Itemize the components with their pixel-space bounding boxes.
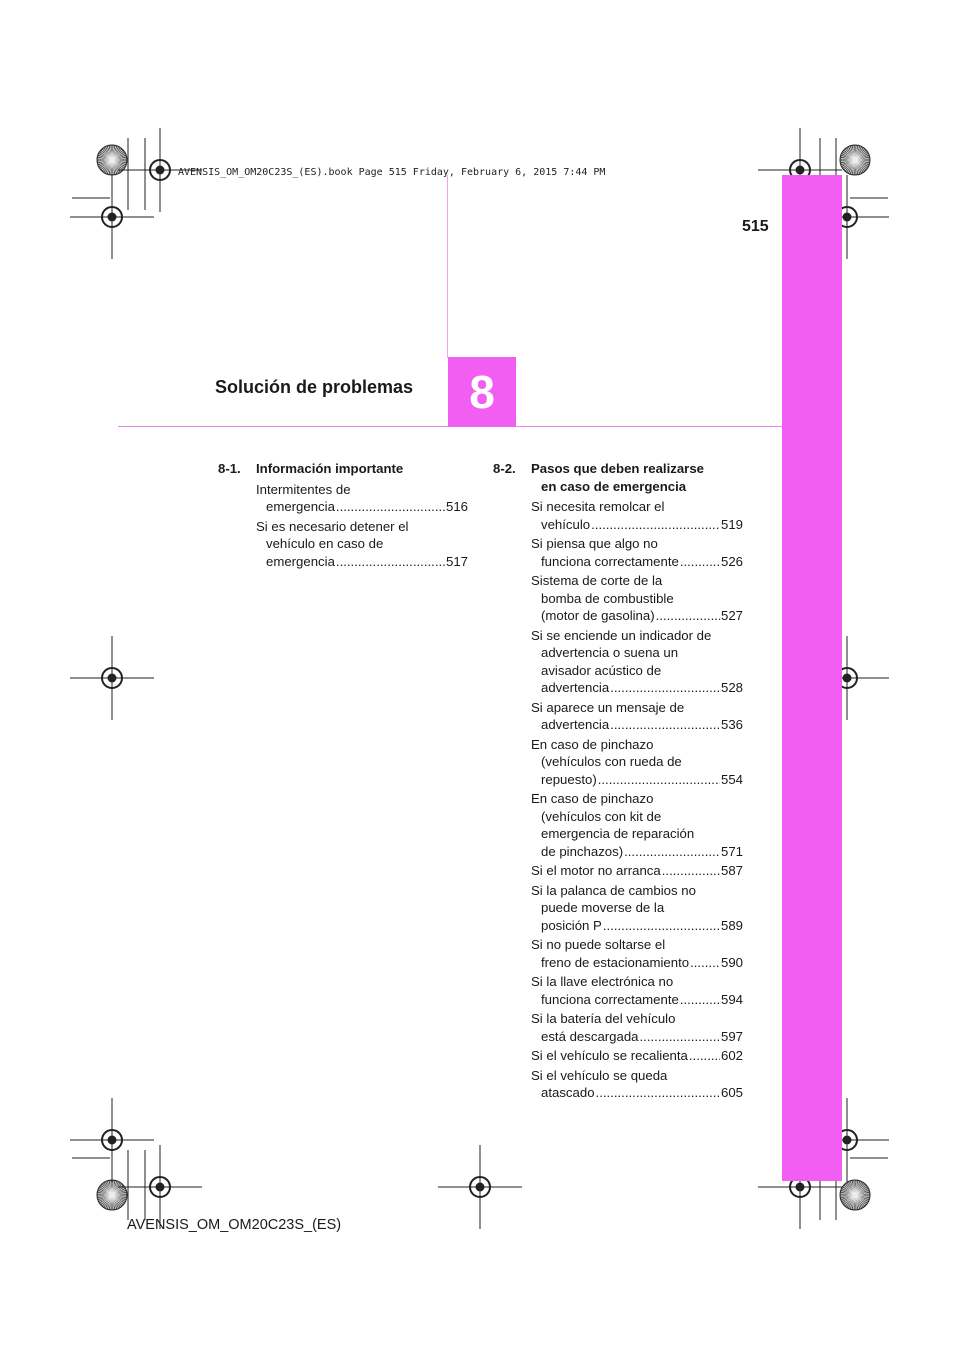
registration-target-center (108, 213, 117, 222)
toc-leader-dots (596, 1084, 720, 1102)
toc-entry-last-line (531, 607, 743, 625)
toc-entry-page: 594 (720, 991, 743, 1007)
registration-target-center (796, 1183, 805, 1192)
toc-entry-line: Si la batería del vehículo (531, 1011, 676, 1026)
toc-entry[interactable] (531, 535, 743, 570)
toc-section-heading (218, 460, 468, 478)
toc-entry[interactable] (256, 481, 468, 516)
toc-entry[interactable] (531, 936, 743, 971)
toc-entry[interactable] (531, 882, 743, 935)
registration-target-center (843, 213, 852, 222)
toc-entry-page: 571 (720, 843, 743, 859)
toc-entry-last-line (531, 553, 743, 571)
toc-leader-dots (610, 716, 720, 734)
toc-entry-line: advertencia o suena un (541, 645, 679, 660)
toc-leader-dots (624, 843, 720, 861)
toc-leader-dots (640, 1028, 720, 1046)
toc-section-title (531, 460, 743, 495)
toc-leader-dots (662, 862, 720, 880)
toc-entry-line: En caso de pinchazo (531, 736, 654, 752)
toc-entry-text: está descargada (541, 1028, 639, 1044)
toc-leader-dots (690, 954, 720, 972)
toc-entry-page: 528 (720, 680, 743, 695)
footer-code: AVENSIS_OM_OM20C23S_(ES) (127, 1217, 342, 1233)
toc-entry-line: Si es necesario detener el (256, 518, 409, 534)
chapter-title: Solución de problemas (215, 377, 414, 397)
toc-leader-dots (336, 553, 445, 571)
toc-entry[interactable] (531, 736, 743, 789)
toc-entry-last-line (531, 862, 743, 880)
toc-entry-page: 605 (720, 1085, 743, 1100)
toc-column-left (218, 460, 468, 572)
toc-entry-last-line (531, 1084, 743, 1102)
toc-entry-page: 516 (445, 499, 468, 514)
toc-entry[interactable] (531, 1067, 743, 1102)
toc-entry-text: de pinchazos) (541, 843, 624, 859)
toc-entry-line: bomba de combustible (541, 590, 674, 606)
toc-entry-last-line (256, 498, 468, 516)
toc-entry-text: atascado (541, 1085, 595, 1100)
toc-entry-line: Si se enciende un indicador de (531, 627, 712, 643)
toc-leader-dots (680, 991, 720, 1009)
toc-entry[interactable] (531, 862, 743, 880)
chapter-number-box: 8 (448, 357, 516, 427)
toc-leader-dots (610, 679, 720, 697)
toc-entry-line: Si la llave electrónica no (531, 974, 674, 989)
toc-entry-line: Si la palanca de cambios no (531, 882, 696, 898)
toc-entry-last-line (531, 1028, 743, 1046)
toc-entry-text: funciona correctamente (541, 991, 679, 1007)
toc-entry-line: avisador acústico de (541, 662, 662, 678)
toc-entry-last-line (531, 991, 743, 1009)
toc-leader-dots (656, 607, 720, 625)
toc-section-title-line: en caso de emergencia (541, 478, 687, 494)
toc-entry-line: Si no puede soltarse el (531, 937, 666, 952)
toc-entry[interactable] (531, 498, 743, 533)
toc-entry-page: 589 (720, 917, 743, 933)
registration-target-center (108, 1136, 117, 1145)
toc-entry-text: emergencia (266, 553, 335, 569)
toc-entry-page: 597 (720, 1028, 743, 1044)
toc-section-title (256, 460, 468, 478)
registration-target-center (156, 1183, 165, 1192)
toc-entry[interactable] (531, 1010, 743, 1045)
toc-entry-last-line (531, 771, 743, 789)
toc-entry-line: vehículo en caso de (266, 536, 384, 551)
toc-entry-text: funciona correctamente (541, 553, 679, 569)
toc-entry-text: vehículo (541, 516, 591, 532)
toc-entry-line: puede moverse de la (541, 900, 665, 915)
toc-entry-last-line (531, 679, 743, 697)
toc-entry-text: Si el vehículo se recalienta (531, 1048, 688, 1063)
toc-entry-text: advertencia (541, 717, 610, 732)
toc-entry-line: En caso de pinchazo (531, 791, 654, 806)
toc-entry[interactable] (531, 1047, 743, 1065)
toc-entry-text: freno de estacionamiento (541, 954, 690, 970)
registration-target-center (843, 674, 852, 683)
toc-section-number: 8-2. (493, 461, 516, 476)
toc-entry-page: 587 (720, 863, 743, 878)
toc-entry-text: advertencia (541, 680, 610, 695)
toc-entry-last-line (531, 516, 743, 534)
toc-leader-dots (603, 917, 720, 935)
toc-entry-line: Intermitentes de (256, 481, 351, 497)
toc-entry-last-line (256, 553, 468, 571)
toc-entry-last-line (531, 716, 743, 734)
toc-entry-line: Sistema de corte de la (531, 573, 663, 588)
toc-entry[interactable] (256, 518, 468, 571)
page-number: 515 (742, 218, 769, 235)
toc-entry-line: (vehículos con rueda de (541, 754, 682, 769)
toc-entry-page: 536 (720, 717, 743, 732)
toc-entry-last-line (531, 843, 743, 861)
toc-entry-text: posición P (541, 917, 602, 933)
toc-entry[interactable] (531, 627, 743, 697)
toc-entry-last-line (531, 917, 743, 935)
toc-entry-text: Si el motor no arranca (531, 863, 661, 878)
toc-entry-page: 526 (720, 553, 743, 569)
toc-entry-page: 590 (720, 954, 743, 970)
toc-entry[interactable] (531, 699, 743, 734)
book-info: AVENSIS_OM_OM20C23S_(ES).book Page 515 Friday, February 6, 2015 7:44 PM (178, 167, 606, 178)
registration-target-center (108, 674, 117, 683)
registration-target-center (476, 1183, 485, 1192)
header-divider-vertical (447, 175, 448, 358)
toc-entry[interactable] (531, 790, 743, 860)
toc-entry-page: 517 (445, 553, 468, 569)
toc-leader-dots (591, 516, 720, 534)
toc-entry-line: emergencia de reparación (541, 826, 695, 841)
toc-entry[interactable] (531, 973, 743, 1008)
toc-section-number: 8-1. (218, 461, 241, 476)
toc-section-heading (493, 460, 743, 495)
toc-entry-text: (motor de gasolina) (541, 608, 655, 623)
toc-leader-dots (680, 553, 720, 571)
registration-target-center (843, 1136, 852, 1145)
chapter-side-tab (782, 175, 842, 1181)
toc-entry-text: repuesto) (541, 771, 597, 787)
toc-entry-text: emergencia (266, 499, 335, 514)
toc-leader-dots (689, 1047, 720, 1065)
toc-entry[interactable] (531, 572, 743, 625)
toc-section-title-line: Pasos que deben realizarse (531, 461, 704, 476)
toc-entry-line: Si el vehículo se queda (531, 1067, 668, 1083)
toc-entry-line: Si necesita remolcar el (531, 499, 665, 514)
toc-column-right (493, 460, 743, 1104)
toc-entry-last-line (531, 1047, 743, 1065)
toc-entry-page: 527 (720, 608, 743, 623)
toc-entry-page: 554 (720, 771, 743, 787)
toc-entry-page: 519 (720, 516, 743, 532)
toc-entry-page: 602 (720, 1048, 743, 1063)
toc-leader-dots (336, 498, 445, 516)
toc-entry-line: Si aparece un mensaje de (531, 699, 685, 715)
toc-entry-last-line (531, 954, 743, 972)
toc-entry-line: Si piensa que algo no (531, 536, 658, 551)
toc-entry-line: (vehículos con kit de (541, 808, 662, 824)
toc-leader-dots (598, 771, 720, 789)
registration-target-center (796, 166, 805, 175)
registration-target-center (156, 166, 165, 175)
toc-section-title-line: Información importante (256, 461, 404, 476)
